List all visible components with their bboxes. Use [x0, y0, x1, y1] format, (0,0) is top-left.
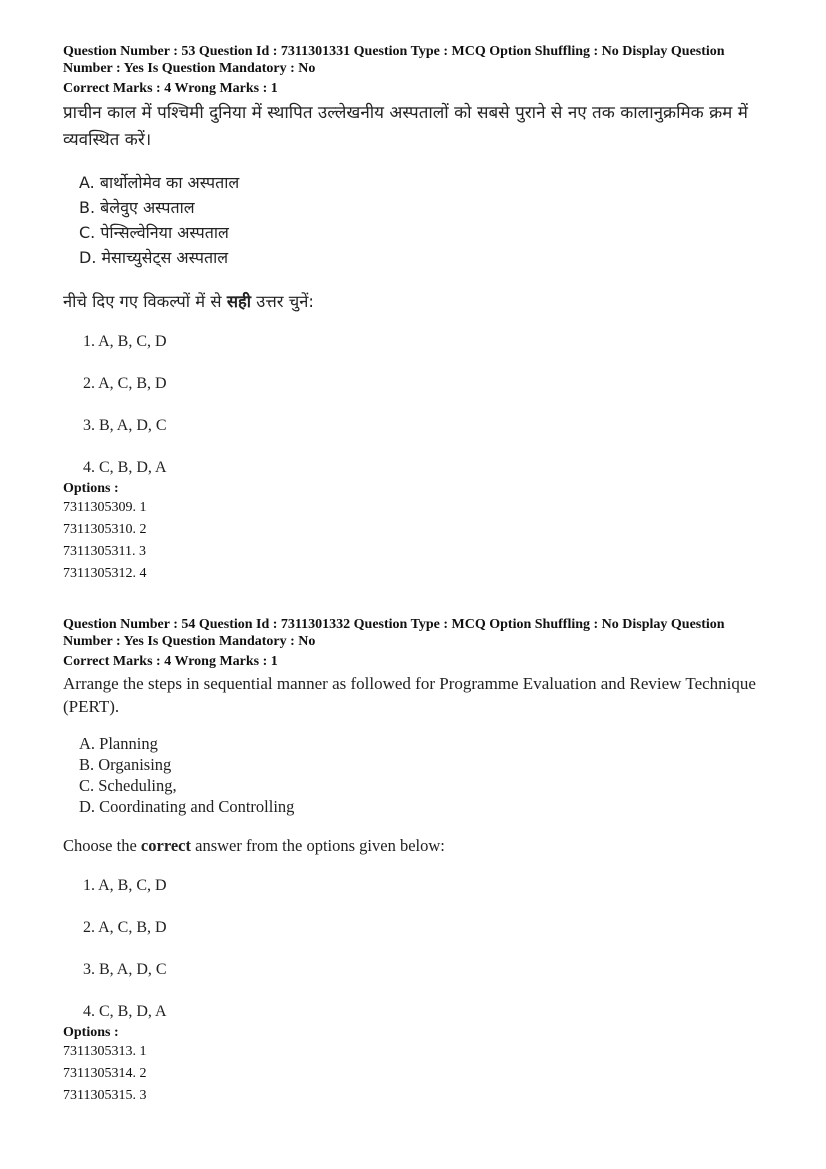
instruction-bold: सही: [226, 292, 252, 311]
list-item: B. Organising: [79, 755, 172, 774]
options-53: [63, 481, 783, 585]
options-label: Options :: [63, 1025, 119, 1040]
option-row: 7311305314. 2: [63, 1066, 147, 1081]
answer-choice: 1. A, B, C, D: [83, 333, 167, 350]
answer-choice: 2. A, C, B, D: [83, 375, 167, 392]
question-block-54: [63, 616, 783, 670]
choices-53: [63, 321, 783, 489]
list-item: C. Scheduling,: [79, 776, 177, 795]
answer-choice: 1. A, B, C, D: [83, 877, 167, 894]
options-label: Options :: [63, 481, 119, 496]
list-item: A. बार्थोलोमेव का अस्पताल: [79, 173, 240, 192]
question-text: Arrange the steps in sequential manner as followed for Programme Evaluation and Review Technique (PERT).: [63, 674, 756, 716]
item-list-54: [63, 733, 799, 817]
question-block-53: [63, 43, 783, 97]
list-item: A. Planning: [79, 734, 158, 753]
list-item: D. Coordinating and Controlling: [79, 797, 295, 816]
instruction-54: [63, 836, 783, 856]
answer-choice: 3. B, A, D, C: [83, 961, 167, 978]
option-row: 7311305313. 1: [63, 1044, 147, 1059]
instruction-bold: correct: [140, 836, 191, 855]
marks-line: Correct Marks : 4 Wrong Marks : 1: [63, 81, 278, 96]
answer-choice: 4. C, B, D, A: [83, 459, 167, 476]
answer-choice: 3. B, A, D, C: [83, 417, 167, 434]
instruction-text-end: answer from the options given below:: [191, 836, 445, 855]
question-text: प्राचीन काल में पश्चिमी दुनिया में स्थापित उल्लेखनीय अस्पतालों को सबसे पुराने से नए तक कालानुक्रमिक क्रम में व्यवस्थित करें।: [63, 103, 748, 150]
list-item: B. बेलेवुए अस्पताल: [79, 198, 195, 217]
options-54: [63, 1025, 783, 1107]
option-row: 7311305310. 2: [63, 522, 147, 537]
option-row: 7311305309. 1: [63, 500, 147, 515]
question-text-53: [63, 100, 783, 154]
instruction-text: नीचे दिए गए विकल्पों में से: [63, 292, 227, 311]
item-list-53: [63, 170, 799, 270]
option-row: 7311305315. 3: [63, 1088, 147, 1103]
option-row: 7311305312. 4: [63, 566, 147, 581]
option-row: 7311305311. 3: [63, 544, 146, 559]
question-text-54: [63, 672, 783, 718]
instruction-text: Choose the: [63, 836, 141, 855]
instruction-text-end: उत्तर चुनें:: [251, 292, 314, 311]
instruction-53: [63, 288, 783, 315]
choices-54: [63, 865, 783, 1033]
answer-choice: 2. A, C, B, D: [83, 919, 167, 936]
question-header-cont: Number : Yes Is Question Mandatory : No: [63, 61, 316, 76]
answer-choice: 4. C, B, D, A: [83, 1003, 167, 1020]
list-item: D. मेसाच्युसेट्स अस्पताल: [79, 248, 229, 267]
question-header-cont: Number : Yes Is Question Mandatory : No: [63, 634, 316, 649]
question-header: Question Number : 53 Question Id : 7311301331 Question Type : MCQ Option Shuffling : No Display Question: [63, 44, 725, 59]
question-header: Question Number : 54 Question Id : 7311301332 Question Type : MCQ Option Shuffling : No Display Question: [63, 617, 725, 632]
marks-line: Correct Marks : 4 Wrong Marks : 1: [63, 654, 278, 669]
list-item: C. पेन्सिल्वेनिया अस्पताल: [79, 223, 229, 242]
